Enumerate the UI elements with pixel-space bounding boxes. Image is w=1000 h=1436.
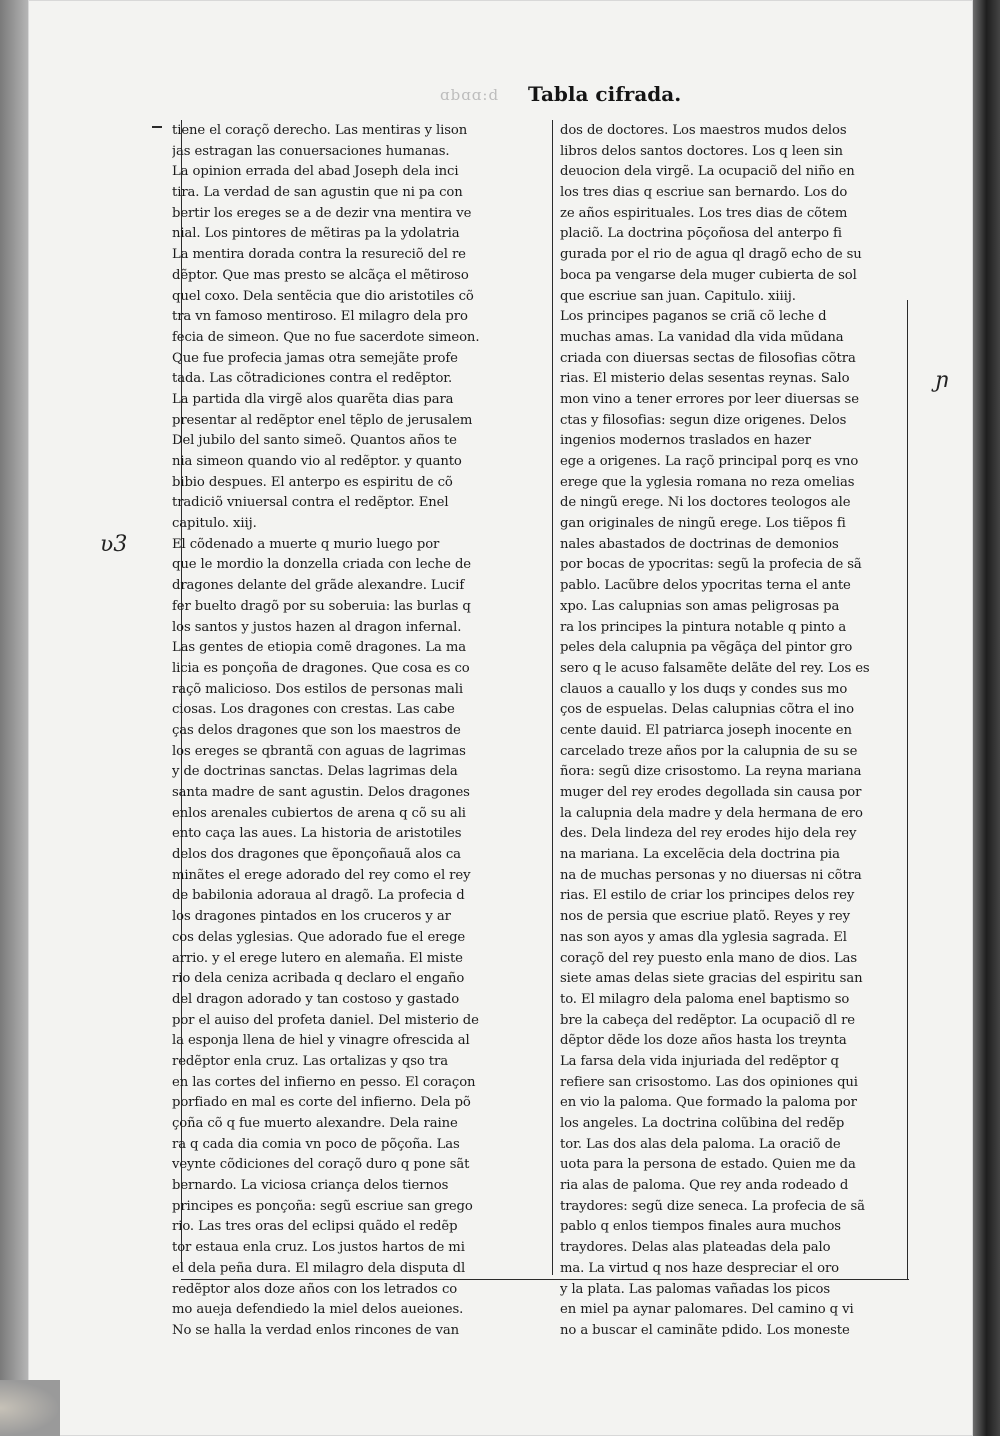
page-left-shadow [0,0,28,1436]
text-line: pablo q enlos tiempos finales aura muchos [560,1219,841,1235]
text-line: na mariana. La excelẽcia dela doctrina pia [560,847,840,863]
text-line: pablo. Lacũbre delos ypocritas terna el ante [560,578,851,594]
text-line: tor estaua enla cruz. Los justos hartos de mi [172,1240,465,1256]
text-line: dẽptor. Que mas presto se alcãça el mẽtiroso [172,267,469,283]
text-line: gurada por el rio de agua ql dragõ echo de su [560,247,862,263]
header-ghost-text: ɑbɑɑ:d [440,86,500,104]
text-line: enlos arenales cubiertos de arena q cõ su ali [172,805,466,821]
text-line: y de doctrinas sanctas. Delas lagrimas dela [172,764,458,780]
text-line: tiene el coraçõ derecho. Las mentiras y lison [172,123,468,138]
text-line: ra q cada dia comia vn poco de põçoña. Las [172,1136,460,1152]
top-left-rule [152,126,162,128]
text-line: por bocas de ypocritas: segũ la profecia de sã [560,557,862,573]
text-line: los santos y justos hazen al dragon infernal. [172,619,462,635]
text-line: los tres dias q escriue san bernardo. Los do [560,185,848,201]
text-line: cos delas yglesias. Que adorado fue el erege [172,929,466,945]
text-line: fecia de simeon. Que no fue sacerdote simeon. [172,329,480,345]
page-header [440,80,700,112]
text-line: sero q le acuso falsamẽte delãte del rey. Los es [560,660,870,676]
text-line: tada. Las cõtradiciones contra el redẽptor. [172,371,453,387]
thumb-smudge [0,1380,60,1436]
text-line: ingenios modernos traslados en hazer [560,433,811,449]
text-line: tra vn famoso mentiroso. El milagro dela pro [172,309,468,325]
text-line: licia es ponçoña de dragones. Que cosa es co [172,660,470,676]
text-line: nia simeon quando vio al redẽptor. y quanto [172,454,462,469]
text-line: La opinion errada del abad Joseph dela inci [172,164,459,180]
text-line: en las cortes del infierno en pesso. El coraçon [172,1074,476,1090]
text-line: El cõdenado a muerte q murio luego por [172,536,440,552]
text-line: arrio. y el erege lutero en alemaña. El miste [172,950,463,966]
text-line: nas son ayos y amas dla yglesia sagrada. El [560,929,847,945]
text-line: ma. La virtud q nos haze despreciar el oro [560,1260,840,1276]
text-line: jas estragan las conuersaciones humanas. [172,143,450,159]
text-line: santa madre de sant agustin. Delos dragones [172,785,470,800]
text-line: capitulo. xiij. [172,516,257,532]
text-line: y la plata. Las palomas vañadas los picos [560,1281,831,1297]
text-line: rias. El misterio delas sesentas reynas. Salo [560,371,850,387]
text-line: erege que la yglesia romana no reza omelias [560,474,855,490]
text-line: no a buscar el caminãte pdido. Los moneste [560,1322,850,1338]
text-line: Del jubilo del santo simeõ. Quantos años te [172,433,457,449]
text-line: minãtes el erege adorado del rey como el rey [172,867,471,883]
text-line: bibio despues. El anterpo es espiritu de cõ [172,474,453,490]
text-line: dos de doctores. Los maestros mudos delos [560,123,847,138]
text-line: refiere san crisostomo. Las dos opiniones qui [560,1074,858,1090]
text-line: muchas amas. La vanidad dla vida mũdana [560,329,844,345]
text-line: Las gentes de etiopia comẽ dragones. La ma [172,640,467,656]
text-line: de ningũ erege. Ni los doctores teologos ale [560,495,851,511]
text-line: rio. Las tres oras del eclipsi quãdo el redẽp [172,1219,458,1235]
text-line: siete amas delas siete gracias del espiritu san [560,971,863,987]
text-line: ria alas de paloma. Que rey anda rodeado d [560,1178,849,1194]
text-line: La partida dla virgẽ alos quarẽta dias para [172,391,454,407]
text-line: gan originales de ningũ erege. Los tiẽpos fi [560,516,846,532]
text-line: veynte cõdiciones del coraçõ duro q pone sãt [172,1157,470,1173]
text-line: delos dos dragones que ẽponçoñauã alos ca [172,847,461,863]
text-line: na de muchas personas y no diuersas ni cõtra [560,867,862,883]
text-line: redẽptor enla cruz. Las ortalizas y qso tra [172,1053,448,1069]
page-title: Tabla cifrada. [528,82,682,106]
text-line: clauos a cauallo y los duqs y condes sus mo [560,681,848,697]
text-line: uota para la persona de estado. Quien me da [560,1157,856,1173]
text-line: principes es ponçoña: segũ escriue san grego [172,1198,473,1214]
text-line: ze años espirituales. Los tres dias de cõtem [560,205,848,221]
text-line: traydores. Delas alas plateadas dela palo [560,1240,831,1256]
text-line: que escriue san juan. Capitulo. xiiij. [560,288,796,304]
text-line: La mentira dorada contra la resureciõ del re [172,247,466,263]
text-line: fer buelto dragõ por su soberuia: las burlas q [172,598,471,614]
text-line: ege a origenes. La raçõ principal porq es vno [560,454,859,469]
text-line: mon vino a tener errores por leer diuersas se [560,391,859,407]
text-line: rias. El estilo de criar los principes delos rey [560,888,855,904]
text-line: dẽptor dẽde los doze años hasta los treynta [560,1033,847,1049]
text-line: en miel pa aynar palomares. Del camino q vi [560,1302,854,1318]
column-divider-rule [552,120,553,1275]
text-line: la calupnia dela madre y dela hermana de ero [560,805,863,821]
text-line: deuocion dela virgẽ. La ocupaciõ del niño en [560,164,855,180]
text-line: los ereges se qbrantã con aguas de lagrimas [172,743,466,759]
text-line: to. El milagro dela paloma enel baptismo so [560,991,850,1007]
text-line: en vio la paloma. Que formado la paloma por [560,1095,857,1111]
text-line: tor. Las dos alas dela paloma. La oraciõ de [560,1136,841,1152]
text-line: ñora: segũ dize crisostomo. La reyna mariana [560,764,862,780]
text-line: tradiciõ vniuersal contra el redẽptor. Enel [172,495,449,511]
text-line: dragones delante del grãde alexandre. Lucif [172,578,465,594]
text-line: çoña cõ q fue muerto alexandre. Dela raine [172,1116,458,1131]
text-line: bernardo. La viciosa criança delos tiernos [172,1178,449,1194]
text-line: coraçõ del rey puesto enla mano de dios. Las [560,950,858,966]
text-line: los angeles. La doctrina colũbina del redẽp [560,1116,845,1131]
text-line: bertir los ereges se a de dezir vna mentira ve [172,205,472,221]
text-line: libros delos santos doctores. Los q leen sin [560,143,843,159]
text-line: raçõ malicioso. Dos estilos de personas mali [172,681,463,697]
text-line: cente dauid. El patriarca joseph inocente en [560,722,852,738]
text-line: rio dela ceniza acribada q declaro el engaño [172,971,465,987]
text-line: ctas y filosofias: segun dize origenes. Delos [560,412,847,428]
text-line: muger del rey erodes degollada sin causa por [560,785,862,800]
text-line: porfiado en mal es corte del infierno. Dela põ [172,1095,471,1111]
margin-note-left: ʋ3 [100,532,128,557]
text-line: Los principes paganos se criã cõ leche d [560,309,827,325]
text-line: ciosas. Los dragones con crestas. Las cabe [172,702,455,718]
text-line: xpo. Las calupnias son amas peligrosas pa [560,598,840,614]
left-column [172,121,544,1342]
text-line: el dela peña dura. El milagro dela disputa dl [172,1260,466,1276]
text-line: peles dela calupnia pa vẽgãça del pintor gro [560,640,853,656]
text-line: por el auiso del profeta daniel. Del misterio de [172,1012,479,1028]
text-line: quel coxo. Dela sentẽcia que dio aristotiles cõ [172,288,474,304]
text-line: No se halla la verdad enlos rincones de van [172,1322,460,1338]
text-line: ços de espuelas. Delas calupnias cõtra el ino [560,702,854,718]
text-line: nales abastados de doctrinas de demonios [560,536,839,552]
text-line: ças delos dragones que son los maestros de [172,722,461,738]
text-line: carcelado treze años por la calupnia de su se [560,743,858,759]
text-line: ento caça las aues. La historia de aristotiles [172,826,462,842]
text-line: Que fue profecia jamas otra semejãte profe [172,350,458,366]
text-line: mo aueja defendiedo la miel delos aueiones. [172,1302,464,1318]
text-line: del dragon adorado y tan costoso y gastado [172,991,460,1007]
text-line: tira. La verdad de san agustin que ni pa con [172,185,463,201]
text-line: des. Dela lindeza del rey erodes hijo dela rey [560,826,857,842]
text-line: la esponja llena de hiel y vinagre ofrescida al [172,1033,470,1049]
right-column [560,121,912,1342]
page-edge [973,0,1000,1436]
text-line: bre la cabeça del redẽptor. La ocupaciõ dl re [560,1012,856,1028]
text-line: boca pa vengarse dela muger cubierta de sol [560,267,857,283]
text-line: La farsa dela vida injuriada del redẽptor q [560,1053,839,1069]
text-line: nos de persia que escriue platõ. Reyes y rey [560,909,850,925]
text-line: los dragones pintados en los cruceros y ar [172,909,451,925]
margin-note-right: ɲ [935,368,950,393]
text-line: nial. Los pintores de mẽtiras pa la ydolatria [172,226,460,242]
text-line: ra los principes la pintura notable q pinto a [560,619,847,635]
text-line: presentar al redẽptor enel tẽplo de jerusalem [172,412,473,428]
text-line: que le mordio la donzella criada con leche de [172,557,471,573]
text-line: traydores: segũ dize seneca. La profecia de sã [560,1198,865,1214]
text-line: placiõ. La doctrina pōçoñosa del anterpo fi [560,226,842,242]
text-line: de babilonia adoraua al dragõ. La profecia d [172,888,465,904]
text-line: criada con diuersas sectas de filosofias cõtra [560,350,856,366]
text-line: redẽptor alos doze años con los letrados co [172,1281,458,1297]
